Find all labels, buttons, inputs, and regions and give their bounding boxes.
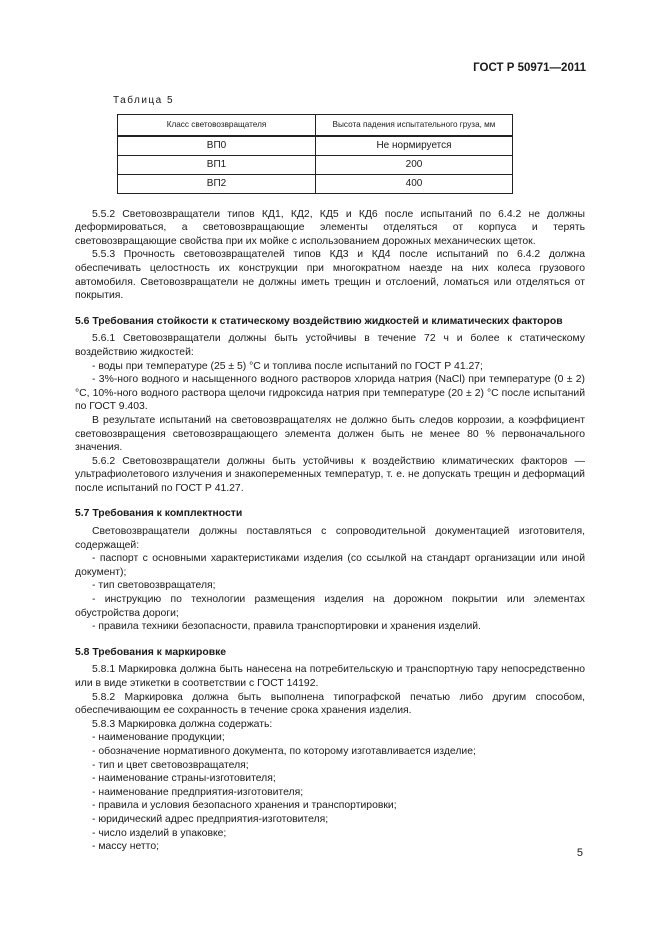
list-item: - наименование страны-изготовителя; [92,773,276,785]
list-item: - наименование продукции; [92,732,225,744]
table-5 [117,114,513,194]
table-row [118,174,513,193]
table-cell: ВП1 [118,155,316,174]
list-item: - тип световозвращателя; [92,580,216,592]
document-header: ГОСТ Р 50971—2011 [473,62,586,74]
table-cell: ВП0 [118,136,316,156]
paragraph-5-7: Световозвращатели должны поставляться с сопроводительной документацией изготовителя, содержащей: [75,526,585,551]
paragraph-5-6-1-result: В результате испытаний на световозвращателях не должно быть следов коррозии, а коэффициент световозвращения световозвращающего элемента должен быть не менее 80 % первоначального значения. [75,414,585,454]
page-number: 5 [576,847,583,859]
paragraph-5-8-2: 5.8.2 Маркировка должна быть выполнена типографской печатью либо другим способом, обеспечивающим ее сохранность в течение срока хранения изделия. [75,691,585,717]
table-cell: Не нормируется [316,136,513,156]
table-cell: 200 [316,155,513,174]
table-header-cell: Высота падения испытательного груза, мм [316,114,513,136]
list-item: - инструкцию по технологии размещения изделия на дорожном покрытии или элементах обустройства дороги; [75,594,585,619]
paragraph-5-5-2: 5.5.2 Световозвращатели типов КД1, КД2, КД5 и КД6 после испытаний по 6.4.2 не должны деформироваться, а световозвращающие элементы отделяться от корпуса и терять световозвращающие свойства при их мойке с использованием дорожных механических щеток. [75,208,585,247]
list-item: - юридический адрес предприятия-изготовителя; [92,813,329,825]
table-cell: 400 [316,174,513,193]
table-header-row [118,114,513,136]
paragraph-5-8-3: 5.8.3 Маркировка должна содержать: [92,718,273,730]
section-heading-5-7: 5.7 Требования к комплектности [75,508,243,520]
list-item: - паспорт с основными характеристиками изделия (со ссылкой на стандарт организации или иной документ); [75,553,585,578]
paragraph-5-5-3: 5.5.3 Прочность световозвращателей типов КД3 и КД4 после испытаний по 6.4.2 должна обеспечивать целостность их конструкции при многократном наезде на них колеса грузового автомобиля. Световозвращатели не должны иметь трещин и отслоений, ломаться или отделяться от покрытия. [75,249,585,302]
list-item: - воды при температуре (25 ± 5) °С и топлива после испытаний по ГОСТ Р 41.27; [92,360,483,372]
table-row [118,136,513,156]
list-item: - правила и условия безопасного хранения и транспортировки; [92,800,397,812]
table-caption: Таблица 5 [113,95,175,106]
table-cell: ВП2 [118,174,316,193]
list-item: - массу нетто; [92,841,159,853]
table-header-cell: Класс световозвращателя [118,114,316,136]
list-item: - 3%-ного водного и насыщенного водного растворов хлорида натрия (NaCl) при температуре (0 ± 2) °С, 10%-ного водного раствора щелочи гидроксида натрия при температуре (20 ± 2) °С после испытаний по ГОСТ 9.403. [75,374,585,413]
list-item: - наименование предприятия-изготовителя; [92,786,304,798]
paragraph-5-8-1: 5.8.1 Маркировка должна быть нанесена на потребительскую и транспортную тару непосредственно или в виде этикетки в соответствии с ГОСТ 14192. [75,664,585,689]
list-item: - тип и цвет световозвращателя; [92,759,249,771]
page-content [75,94,585,854]
list-item: - правила техники безопасности, правила транспортировки и хранения изделий. [92,621,481,633]
list-item: - число изделий в упаковке; [92,827,227,839]
paragraph-5-6-2: 5.6.2 Световозвращатели должны быть устойчивы к воздействию климатических факторов — ультрафиолетового излучения и знакопеременных температур, т. е. не допускать трещин и деформаций после испытаний по ГОСТ Р 41.27. [75,455,585,494]
list-item: - обозначение нормативного документа, по которому изготавливается изделие; [92,745,476,757]
section-heading-5-8: 5.8 Требования к маркировке [75,646,227,658]
paragraph-5-6-1: 5.6.1 Световозвращатели должны быть устойчивы в течение 72 ч и более к статическому воздействию жидкостей: [75,333,585,358]
section-heading-5-6: 5.6 Требования стойкости к статическому воздействию жидкостей и климатических факторов [75,315,563,327]
table-row [118,155,513,174]
